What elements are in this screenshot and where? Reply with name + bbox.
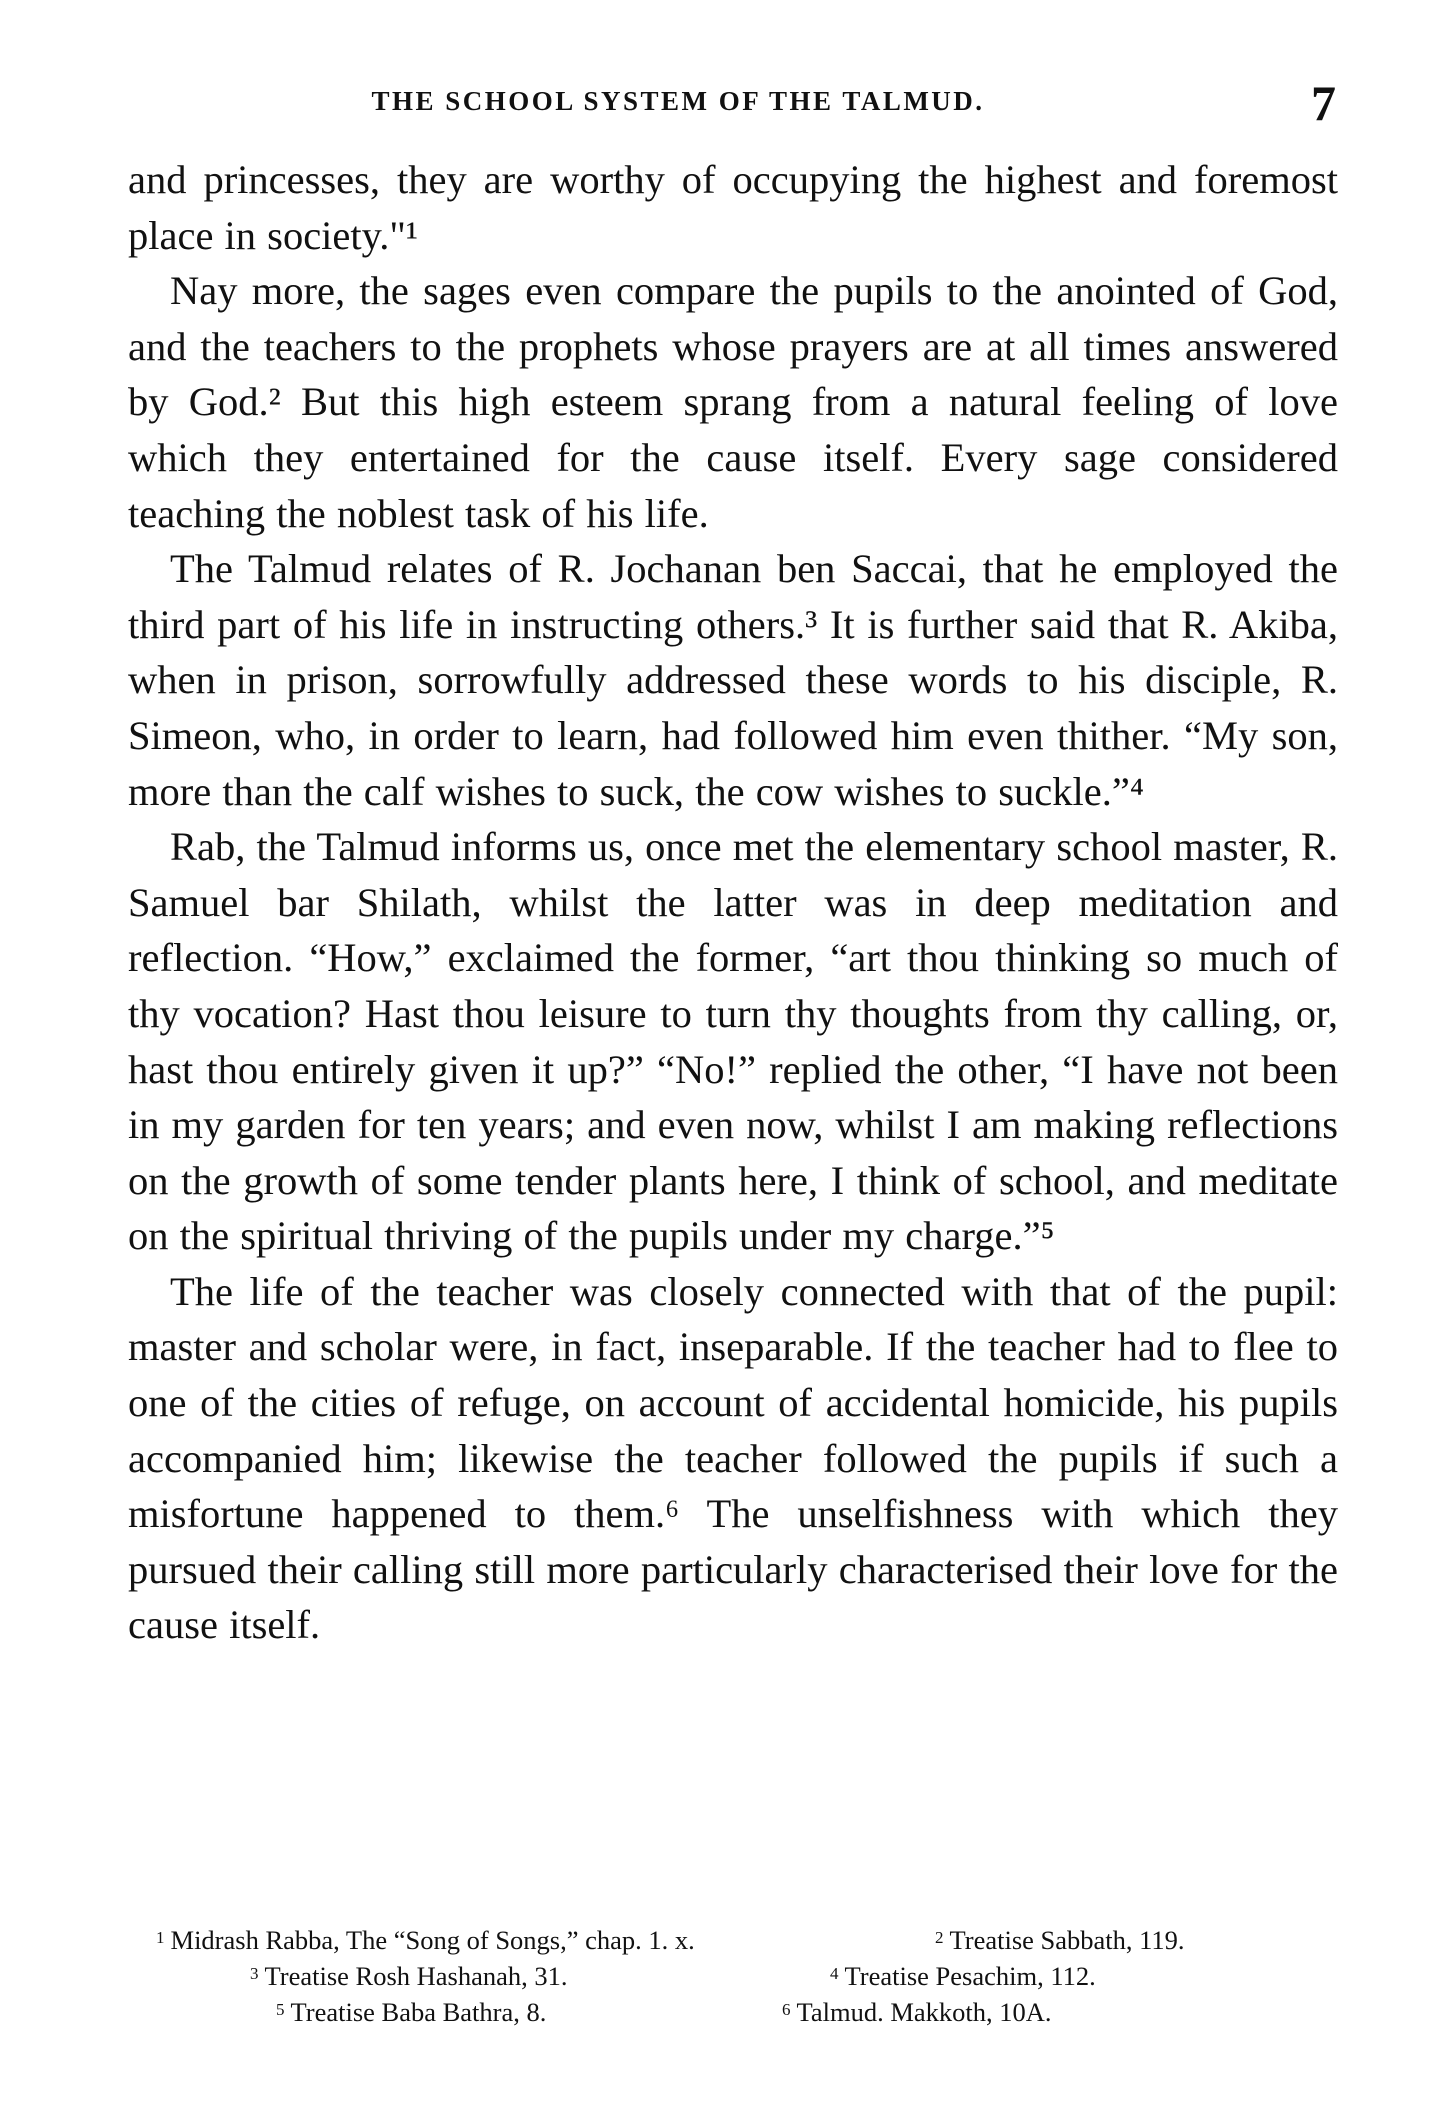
footnotes [150,1922,1330,2030]
footnote [156,1922,695,1958]
paragraph: The Talmud relates of R. Jochanan ben Saccai, that he employed the third part of his life in instructing others.³ It is further said that R. Akiba, when in prison, sorrowfully addressed these words to his disciple, R. Simeon, who, in order to learn, had followed him even thither. “My son, more than the calf wishes to suck, the cow wishes to suckle.”⁴ [128,546,1338,814]
footnote-text: Midrash Rabba, The “Song of Songs,” chap. 1. x. [170,1925,695,1955]
footnote [830,1958,1096,1994]
running-title: THE SCHOOL SYSTEM OF THE TALMUD. [371,86,985,116]
footnote-number: 1 [156,1928,165,1947]
footnote-number: 5 [276,2000,285,2019]
footnote [782,1994,1052,2030]
footnote-number: 6 [782,2000,791,2019]
footnote-number: 4 [830,1964,839,1983]
footnote-number: 2 [935,1928,944,1947]
footnote-text: Treatise Pesachim, 112. [844,1961,1096,1991]
footnote-text: Treatise Baba Bathra, 8. [290,1997,547,2027]
footnote [276,1994,546,2030]
body-text [128,152,1338,1653]
footnote [250,1958,568,1994]
running-head [128,75,1338,131]
footnote-text: Treatise Sabbath, 119. [949,1925,1185,1955]
paragraph: The life of the teacher was closely connected with that of the pupil: master and scholar were, in fact, inseparable. If the teacher had to flee to one of the cities of refuge, on account of accidental homicide, his pupils accompanied him; likewise the teacher followed the pupils if such a misfortune happened to them.⁶ The unselfishness with which they pursued their calling still more particularly characterised their love for the cause itself. [128,1268,1338,1648]
page-number: 7 [1311,75,1336,131]
footnote-number: 3 [250,1964,259,1983]
footnote-row [150,1922,1330,1958]
footnote-text: Treatise Rosh Hashanah, 31. [264,1961,568,1991]
footnote-text: Talmud. Makkoth, 10A. [796,1997,1052,2027]
paragraph: Rab, the Talmud informs us, once met the elementary school master, R. Samuel bar Shilath, whilst the latter was in deep meditation and reflection. “How,” exclaimed the former, “art thou thinking so much of thy vocation? Hast thou leisure to turn thy thoughts from thy calling, or, hast thou entirely given it up?” “No!” replied the other, “I have not been in my garden for ten years; and even now, whilst I am making reflections on the growth of some tender plants here, I think of school, and meditate on the spiritual thriving of the pupils under my charge.”⁵ [128,824,1338,1259]
paragraph: Nay more, the sages even compare the pupils to the anointed of God, and the teachers to the prophets whose prayers are at all times answered by God.² But this high esteem sprang from a natural feeling of love which they entertained for the cause itself. Every sage considered teaching the noblest task of his life. [128,268,1338,536]
paragraph-continuation: and princesses, they are worthy of occupying the highest and foremost place in society."¹ [128,157,1338,258]
footnote [935,1922,1185,1958]
footnote-row [150,1994,1330,2030]
footnote-row [150,1958,1330,1994]
